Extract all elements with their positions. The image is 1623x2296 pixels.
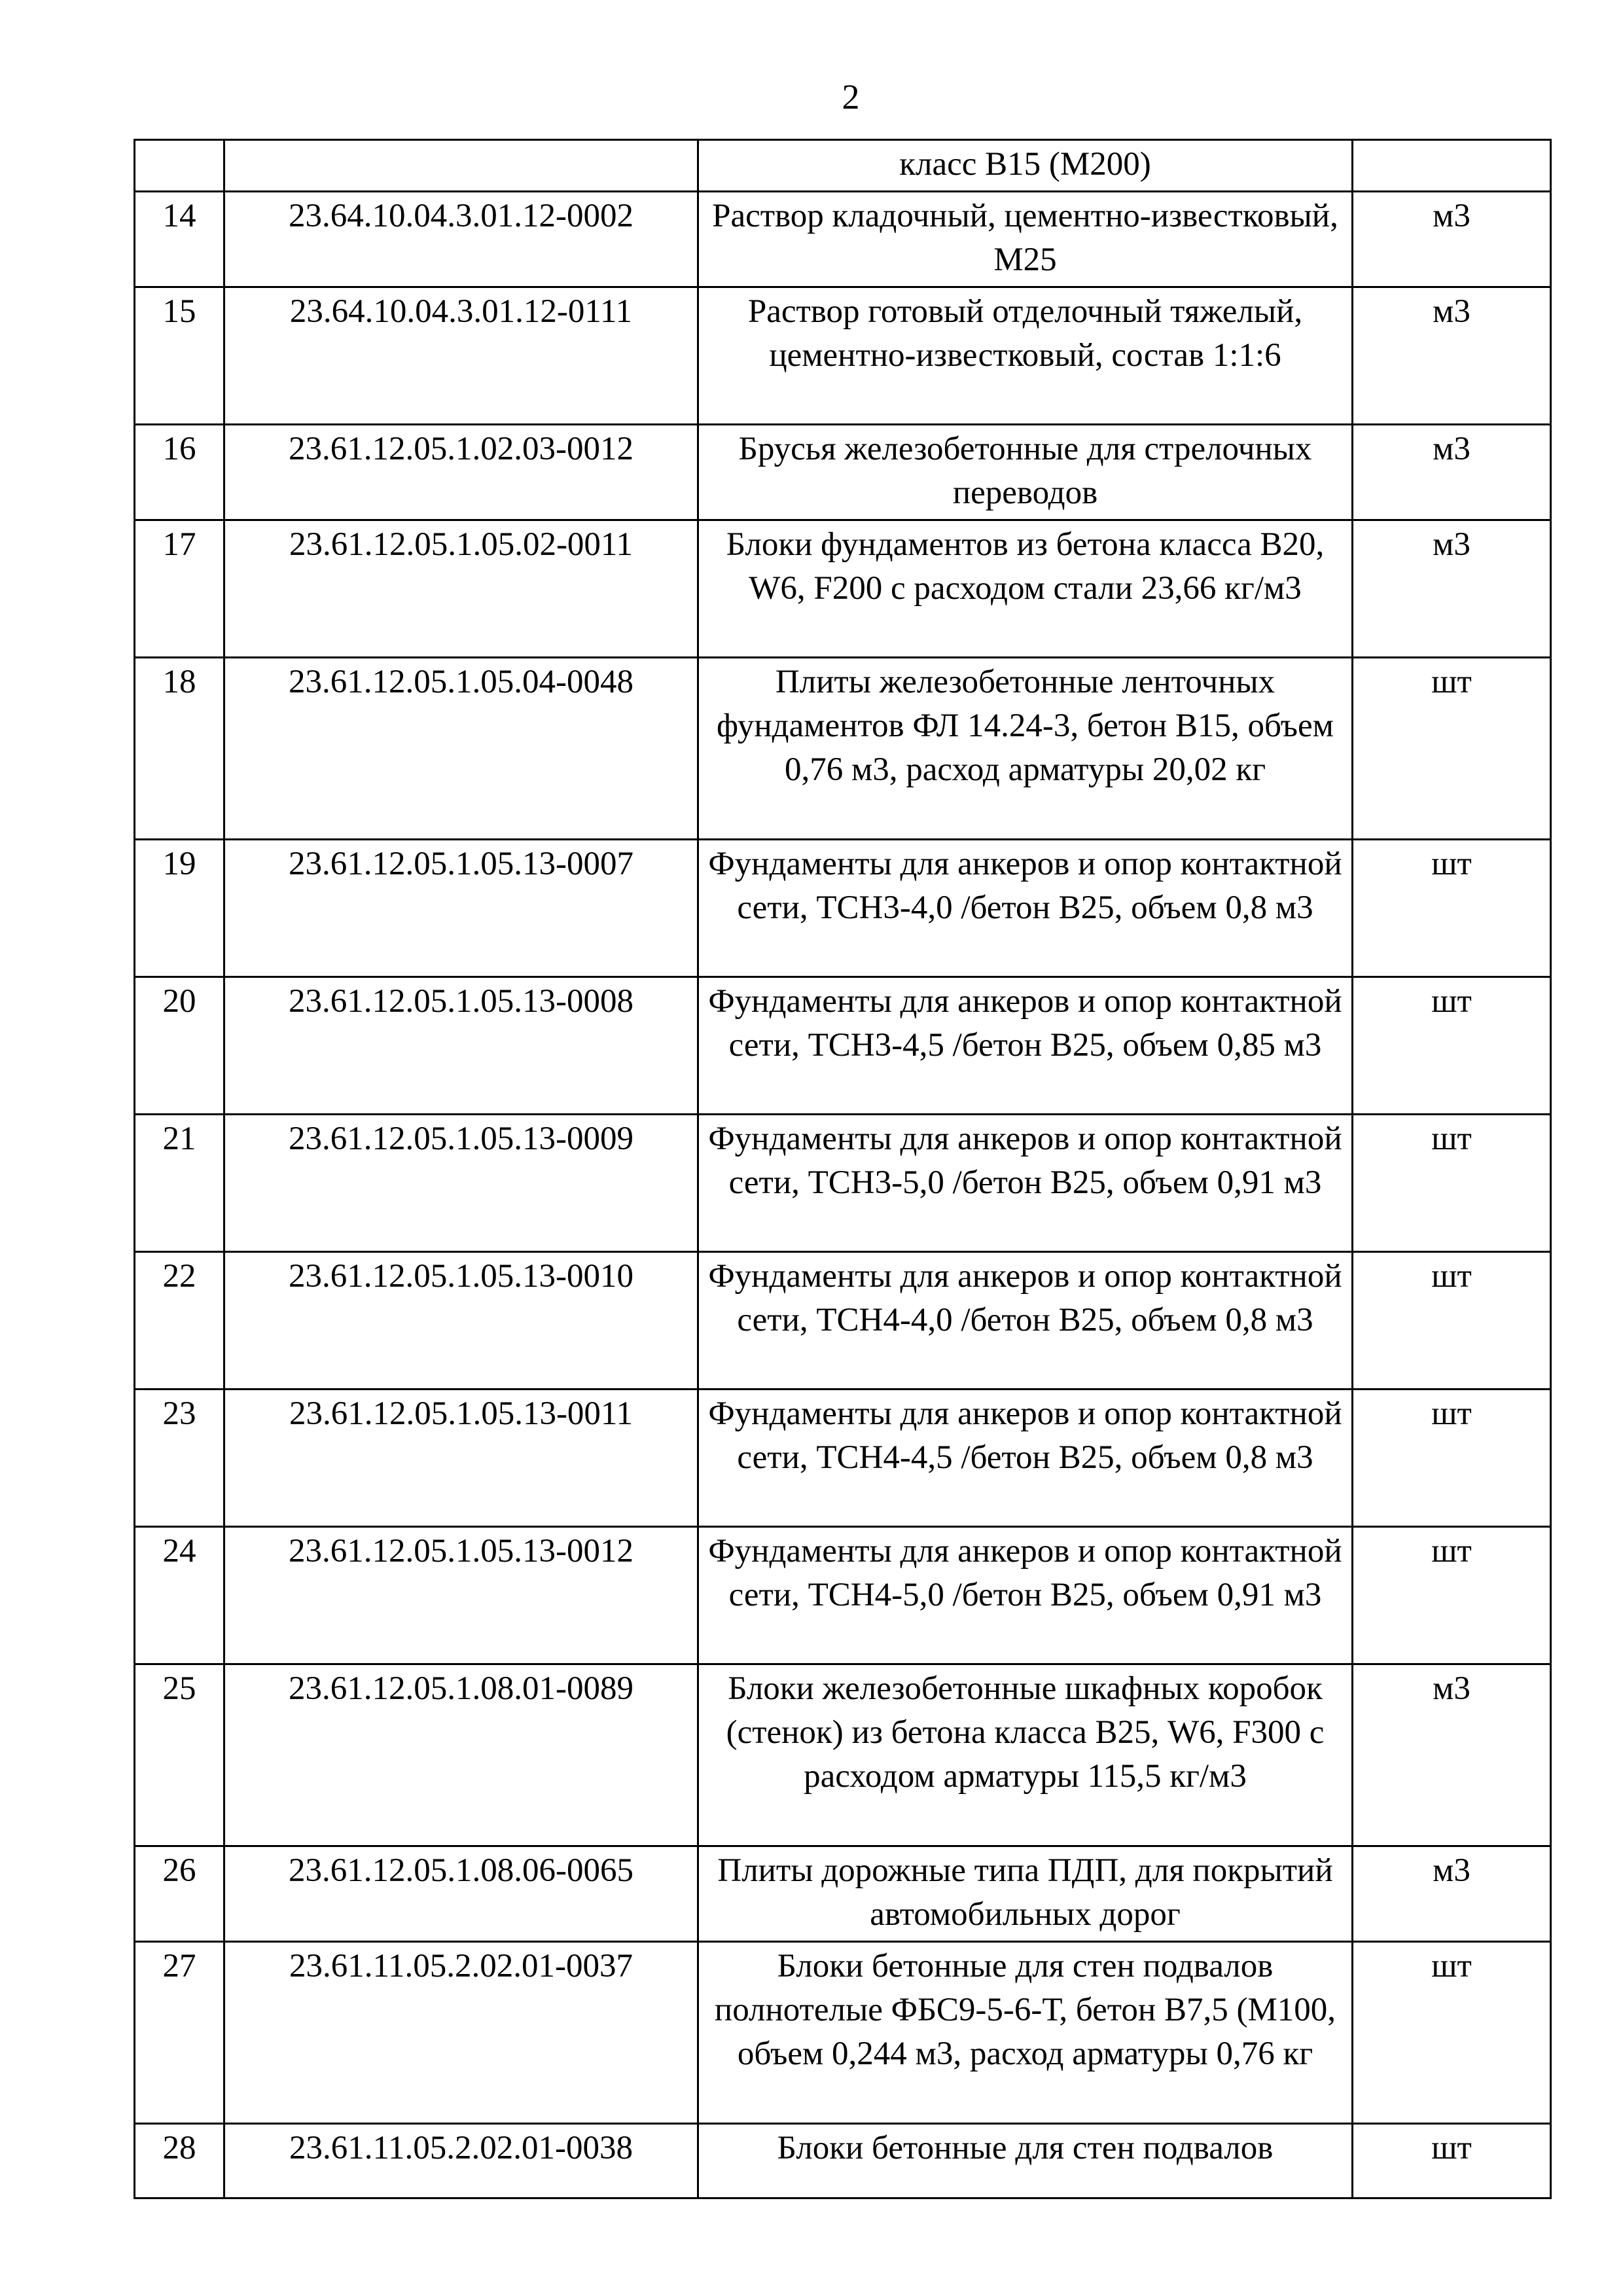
materials-table	[134, 139, 1552, 2199]
row-code-cell: 23.64.10.04.3.01.12-0111	[224, 287, 698, 425]
row-code-cell: 23.61.12.05.1.08.01-0089	[224, 1664, 698, 1846]
table-row	[135, 192, 1551, 287]
row-name-cell: Раствор кладочный, цементно-известковый, М25	[698, 192, 1353, 287]
row-number-cell: 26	[135, 1846, 224, 1942]
row-number-cell: 24	[135, 1527, 224, 1664]
table-row-continuation	[135, 140, 1551, 192]
page-number: 2	[842, 77, 860, 117]
row-name-cell: Фундаменты для анкеров и опор контактной сети, ТСН3-5,0 /бетон В25, объем 0,91 м3	[698, 1115, 1353, 1252]
table-row	[135, 1390, 1551, 1527]
row-number-cell: 25	[135, 1664, 224, 1846]
row-name-cell: Фундаменты для анкеров и опор контактной сети, ТСН4-4,0 /бетон В25, объем 0,8 м3	[698, 1252, 1353, 1390]
row-unit-cell: шт	[1353, 840, 1551, 977]
table-row	[135, 1252, 1551, 1390]
row-unit-cell: м3	[1353, 287, 1551, 425]
row-name-cell: Плиты железобетонные ленточных фундаментов ФЛ 14.24-3, бетон В15, объем 0,76 м3, расход арматуры 20,02 кг	[698, 658, 1353, 840]
table-body	[135, 140, 1551, 2198]
row-name-cell: Блоки фундаментов из бетона класса В20, W6, F200 с расходом стали 23,66 кг/м3	[698, 520, 1353, 658]
row-unit-cell: м3	[1353, 1846, 1551, 1942]
table-row	[135, 977, 1551, 1115]
row-unit-cell: шт	[1353, 1115, 1551, 1252]
row-number-cell: 21	[135, 1115, 224, 1252]
row-unit-cell: шт	[1353, 1252, 1551, 1390]
row-name-cell: Блоки железобетонные шкафных коробок (стенок) из бетона класса В25, W6, F300 с расходом арматуры 115,5 кг/м3	[698, 1664, 1353, 1846]
table-row	[135, 1527, 1551, 1664]
row-code-cell	[224, 140, 698, 192]
table-row	[135, 658, 1551, 840]
row-name-cell: Фундаменты для анкеров и опор контактной сети, ТСН4-5,0 /бетон В25, объем 0,91 м3	[698, 1527, 1353, 1664]
row-number-cell: 28	[135, 2124, 224, 2198]
row-number-cell	[135, 140, 224, 192]
row-code-cell: 23.61.12.05.1.05.13-0008	[224, 977, 698, 1115]
table-row	[135, 2124, 1551, 2198]
row-code-cell: 23.61.12.05.1.08.06-0065	[224, 1846, 698, 1942]
row-name-cell: класс В15 (М200)	[698, 140, 1353, 192]
row-number-cell: 22	[135, 1252, 224, 1390]
row-name-cell: Фундаменты для анкеров и опор контактной сети, ТСН3-4,0 /бетон В25, объем 0,8 м3	[698, 840, 1353, 977]
row-unit-cell: шт	[1353, 1390, 1551, 1527]
row-unit-cell	[1353, 140, 1551, 192]
row-unit-cell: шт	[1353, 2124, 1551, 2198]
row-number-cell: 23	[135, 1390, 224, 1527]
row-number-cell: 19	[135, 840, 224, 977]
row-unit-cell: м3	[1353, 192, 1551, 287]
table-row	[135, 520, 1551, 658]
row-name-cell: Блоки бетонные для стен подвалов полнотелые ФБС9-5-6-Т, бетон В7,5 (М100, объем 0,244 м3, расход арматуры 0,76 кг	[698, 1942, 1353, 2124]
row-unit-cell: шт	[1353, 977, 1551, 1115]
table-row	[135, 1846, 1551, 1942]
row-code-cell: 23.61.11.05.2.02.01-0038	[224, 2124, 698, 2198]
row-unit-cell: шт	[1353, 1942, 1551, 2124]
row-number-cell: 14	[135, 192, 224, 287]
row-code-cell: 23.61.12.05.1.05.13-0011	[224, 1390, 698, 1527]
row-name-cell: Блоки бетонные для стен подвалов	[698, 2124, 1353, 2198]
table-row	[135, 425, 1551, 520]
row-unit-cell: шт	[1353, 1527, 1551, 1664]
row-name-cell: Раствор готовый отделочный тяжелый, цементно-известковый, состав 1:1:6	[698, 287, 1353, 425]
table-row	[135, 287, 1551, 425]
row-code-cell: 23.61.12.05.1.05.13-0012	[224, 1527, 698, 1664]
row-unit-cell: шт	[1353, 658, 1551, 840]
row-code-cell: 23.61.12.05.1.05.13-0010	[224, 1252, 698, 1390]
row-name-cell: Фундаменты для анкеров и опор контактной сети, ТСН3-4,5 /бетон В25, объем 0,85 м3	[698, 977, 1353, 1115]
table-row	[135, 1115, 1551, 1252]
row-number-cell: 16	[135, 425, 224, 520]
row-unit-cell: м3	[1353, 425, 1551, 520]
row-number-cell: 17	[135, 520, 224, 658]
row-unit-cell: м3	[1353, 1664, 1551, 1846]
row-number-cell: 15	[135, 287, 224, 425]
table-row	[135, 1942, 1551, 2124]
row-code-cell: 23.61.12.05.1.05.02-0011	[224, 520, 698, 658]
table-row	[135, 840, 1551, 977]
row-number-cell: 27	[135, 1942, 224, 2124]
row-code-cell: 23.61.12.05.1.05.13-0009	[224, 1115, 698, 1252]
row-code-cell: 23.64.10.04.3.01.12-0002	[224, 192, 698, 287]
row-unit-cell: м3	[1353, 520, 1551, 658]
row-number-cell: 20	[135, 977, 224, 1115]
row-name-cell: Брусья железобетонные для стрелочных переводов	[698, 425, 1353, 520]
row-code-cell: 23.61.11.05.2.02.01-0037	[224, 1942, 698, 2124]
row-code-cell: 23.61.12.05.1.02.03-0012	[224, 425, 698, 520]
row-name-cell: Плиты дорожные типа ПДП, для покрытий автомобильных дорог	[698, 1846, 1353, 1942]
row-name-cell: Фундаменты для анкеров и опор контактной сети, ТСН4-4,5 /бетон В25, объем 0,8 м3	[698, 1390, 1353, 1527]
row-code-cell: 23.61.12.05.1.05.04-0048	[224, 658, 698, 840]
table-row	[135, 1664, 1551, 1846]
row-code-cell: 23.61.12.05.1.05.13-0007	[224, 840, 698, 977]
row-number-cell: 18	[135, 658, 224, 840]
